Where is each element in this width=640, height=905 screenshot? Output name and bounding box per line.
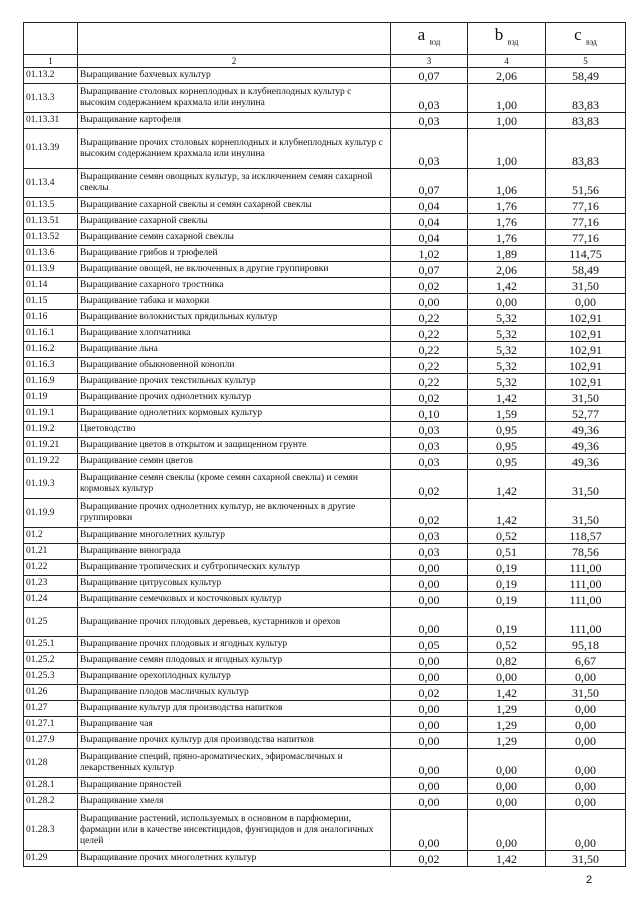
row-c-value: 77,16 [546,214,626,230]
row-b-value: 1,42 [468,851,546,867]
row-b-value: 0,00 [468,294,546,310]
table-row [24,560,626,576]
row-a-value: 0,00 [391,592,468,608]
row-code: 01.28.2 [24,794,78,810]
row-a-value: 0,07 [391,68,468,84]
row-b-value: 0,95 [468,454,546,470]
row-b-value: 5,32 [468,342,546,358]
row-name: Выращивание плодов масличных культур [78,685,391,701]
table-row [24,113,626,129]
row-c-value: 83,83 [546,84,626,113]
row-b-value: 1,00 [468,113,546,129]
table-row [24,576,626,592]
row-c-value: 51,56 [546,169,626,198]
row-a-value: 0,03 [391,454,468,470]
table-row [24,810,626,851]
table-row [24,169,626,198]
row-code: 01.15 [24,294,78,310]
row-name: Выращивание прочих многолетних культур [78,851,391,867]
row-b-value: 2,06 [468,262,546,278]
row-a-value: 0,00 [391,608,468,637]
row-b-value: 0,19 [468,592,546,608]
row-name: Выращивание картофеля [78,113,391,129]
table-row [24,544,626,560]
row-c-value: 95,18 [546,637,626,653]
row-a-value: 0,00 [391,294,468,310]
row-c-value: 83,83 [546,113,626,129]
row-a-value: 0,00 [391,701,468,717]
row-code: 01.19.9 [24,499,78,528]
page-number: 2 [586,874,593,886]
row-code: 01.19.1 [24,406,78,422]
row-code: 01.19 [24,390,78,406]
row-a-value: 0,03 [391,422,468,438]
row-code: 01.23 [24,576,78,592]
row-name: Выращивание чая [78,717,391,733]
row-a-value: 0,04 [391,214,468,230]
table-row [24,278,626,294]
row-c-value: 31,50 [546,470,626,499]
row-code: 01.13.4 [24,169,78,198]
row-a-value: 0,00 [391,576,468,592]
row-b-value: 0,00 [468,749,546,778]
row-code: 01.13.9 [24,262,78,278]
table-row [24,68,626,84]
table-row [24,246,626,262]
row-c-value: 77,16 [546,198,626,214]
row-c-value: 111,00 [546,608,626,637]
row-code: 01.26 [24,685,78,701]
row-name: Выращивание овощей, не включенных в другие группировки [78,262,391,278]
row-name: Выращивание обыкновенной конопли [78,358,391,374]
row-a-value: 0,00 [391,794,468,810]
header-code [24,23,78,55]
row-name: Выращивание винограда [78,544,391,560]
row-code: 01.27.9 [24,733,78,749]
row-a-value: 0,00 [391,733,468,749]
row-name: Выращивание цветов в открытом и защищенном грунте [78,438,391,454]
row-code: 01.24 [24,592,78,608]
row-code: 01.27 [24,701,78,717]
table-row [24,701,626,717]
row-c-value: 49,36 [546,438,626,454]
table-row [24,129,626,169]
row-name: Выращивание семечковых и косточковых культур [78,592,391,608]
row-c-value: 0,00 [546,749,626,778]
row-a-value: 0,03 [391,129,468,169]
row-b-value: 0,00 [468,778,546,794]
row-a-value: 0,04 [391,230,468,246]
row-name: Выращивание прочих однолетних культур, не включенных в другие группировки [78,499,391,528]
table-row [24,358,626,374]
table-row [24,406,626,422]
row-b-value: 1,76 [468,198,546,214]
row-name: Выращивание орехоплодных культур [78,669,391,685]
row-b-value: 0,52 [468,637,546,653]
row-name: Выращивание хмеля [78,794,391,810]
row-name: Выращивание льна [78,342,391,358]
row-b-value: 5,32 [468,358,546,374]
row-code: 01.19.3 [24,470,78,499]
row-a-value: 0,22 [391,326,468,342]
row-c-value: 31,50 [546,685,626,701]
header-c [546,23,626,55]
row-name: Выращивание специй, пряно-ароматических, эфиромасличных и лекарственных культур [78,749,391,778]
row-code: 01.25.2 [24,653,78,669]
row-c-value: 102,91 [546,374,626,390]
row-name: Выращивание семян овощных культур, за исключением семян сахарной свеклы [78,169,391,198]
row-name: Выращивание сахарного тростника [78,278,391,294]
row-c-value: 118,57 [546,528,626,544]
row-name: Выращивание семян свеклы (кроме семян сахарной свеклы) и семян кормовых культур [78,470,391,499]
header-a-sub: вэд [429,37,441,47]
row-code: 01.13.39 [24,129,78,169]
table-row [24,262,626,278]
row-c-value: 0,00 [546,717,626,733]
row-a-value: 0,03 [391,113,468,129]
row-code: 01.22 [24,560,78,576]
row-a-value: 0,02 [391,685,468,701]
table-row [24,422,626,438]
row-name: Выращивание столовых корнеплодных и клубнеплодных культур с высоким содержанием крахмала или инулина [78,84,391,113]
row-a-value: 0,03 [391,438,468,454]
row-c-value: 0,00 [546,794,626,810]
row-c-value: 49,36 [546,454,626,470]
table-row [24,608,626,637]
col-number: 1 [24,55,78,68]
table-row [24,592,626,608]
table-row [24,214,626,230]
row-a-value: 0,00 [391,717,468,733]
row-b-value: 1,29 [468,733,546,749]
row-a-value: 0,22 [391,342,468,358]
row-code: 01.19.2 [24,422,78,438]
row-name: Выращивание прочих столовых корнеплодных и клубнеплодных культур с высоким содержанием крахмала или инулина [78,129,391,169]
row-c-value: 102,91 [546,358,626,374]
row-b-value: 1,00 [468,129,546,169]
row-a-value: 0,02 [391,278,468,294]
row-c-value: 78,56 [546,544,626,560]
row-c-value: 31,50 [546,499,626,528]
row-b-value: 1,29 [468,717,546,733]
row-c-value: 49,36 [546,422,626,438]
row-a-value: 0,07 [391,169,468,198]
row-b-value: 1,29 [468,701,546,717]
row-code: 01.28 [24,749,78,778]
row-code: 01.16.1 [24,326,78,342]
row-a-value: 0,00 [391,669,468,685]
row-name: Выращивание бахчевых культур [78,68,391,84]
row-b-value: 0,00 [468,669,546,685]
row-b-value: 5,32 [468,326,546,342]
row-b-value: 2,06 [468,68,546,84]
row-code: 01.14 [24,278,78,294]
row-name: Выращивание хлопчатника [78,326,391,342]
row-b-value: 1,59 [468,406,546,422]
header-b [468,23,546,55]
row-b-value: 5,32 [468,310,546,326]
row-a-value: 0,03 [391,544,468,560]
table-row [24,84,626,113]
row-a-value: 0,00 [391,810,468,851]
row-name: Выращивание культур для производства напитков [78,701,391,717]
row-name: Выращивание семян цветов [78,454,391,470]
row-a-value: 0,05 [391,637,468,653]
table-row [24,749,626,778]
row-c-value: 111,00 [546,576,626,592]
row-name: Выращивание тропических и субтропических культур [78,560,391,576]
row-code: 01.13.52 [24,230,78,246]
row-c-value: 58,49 [546,262,626,278]
table-row [24,778,626,794]
row-name: Выращивание семян плодовых и ягодных культур [78,653,391,669]
row-name: Выращивание грибов и трюфелей [78,246,391,262]
col-number: 3 [391,55,468,68]
row-code: 01.28.1 [24,778,78,794]
row-a-value: 0,00 [391,560,468,576]
row-b-value: 1,42 [468,278,546,294]
header-c-sub: вэд [585,37,597,47]
row-c-value: 0,00 [546,669,626,685]
row-name: Выращивание прочих текстильных культур [78,374,391,390]
row-code: 01.16.2 [24,342,78,358]
row-c-value: 52,77 [546,406,626,422]
row-c-value: 6,67 [546,653,626,669]
row-a-value: 0,02 [391,470,468,499]
row-b-value: 1,89 [468,246,546,262]
row-a-value: 0,22 [391,358,468,374]
row-b-value: 0,00 [468,794,546,810]
row-c-value: 102,91 [546,326,626,342]
row-code: 01.19.22 [24,454,78,470]
row-name: Выращивание прочих плодовых и ягодных культур [78,637,391,653]
header-b-sub: вэд [507,37,519,47]
row-a-value: 0,02 [391,851,468,867]
row-code: 01.13.51 [24,214,78,230]
row-name: Выращивание цитрусовых культур [78,576,391,592]
row-name: Выращивание многолетних культур [78,528,391,544]
row-name: Цветоводство [78,422,391,438]
row-c-value: 0,00 [546,701,626,717]
row-c-value: 31,50 [546,278,626,294]
row-a-value: 0,22 [391,374,468,390]
row-b-value: 0,95 [468,438,546,454]
table-row [24,198,626,214]
row-a-value: 0,10 [391,406,468,422]
row-a-value: 0,03 [391,528,468,544]
row-a-value: 0,07 [391,262,468,278]
row-a-value: 0,00 [391,653,468,669]
table-row [24,310,626,326]
row-a-value: 1,02 [391,246,468,262]
row-b-value: 0,19 [468,560,546,576]
header-row [24,23,626,55]
row-a-value: 0,02 [391,499,468,528]
row-name: Выращивание прочих культур для производства напитков [78,733,391,749]
row-a-value: 0,04 [391,198,468,214]
row-b-value: 1,76 [468,230,546,246]
row-a-value: 0,00 [391,749,468,778]
row-b-value: 0,52 [468,528,546,544]
table-row [24,374,626,390]
table-row [24,637,626,653]
row-a-value: 0,02 [391,390,468,406]
row-c-value: 0,00 [546,810,626,851]
table-row [24,326,626,342]
table-row [24,499,626,528]
header-name [78,23,391,55]
table-row [24,390,626,406]
row-b-value: 1,06 [468,169,546,198]
row-b-value: 0,19 [468,576,546,592]
row-c-value: 102,91 [546,342,626,358]
table-row [24,653,626,669]
header-a [391,23,468,55]
row-code: 01.25.1 [24,637,78,653]
table-row [24,230,626,246]
row-code: 01.16 [24,310,78,326]
row-code: 01.28.3 [24,810,78,851]
table-row [24,794,626,810]
row-b-value: 1,42 [468,470,546,499]
row-code: 01.13.6 [24,246,78,262]
table-row [24,851,626,867]
table-row [24,438,626,454]
row-code: 01.29 [24,851,78,867]
row-c-value: 102,91 [546,310,626,326]
row-b-value: 0,19 [468,608,546,637]
row-b-value: 5,32 [468,374,546,390]
row-code: 01.25 [24,608,78,637]
row-code: 01.13.2 [24,68,78,84]
row-b-value: 0,82 [468,653,546,669]
table-row [24,342,626,358]
row-code: 01.2 [24,528,78,544]
table-row [24,685,626,701]
row-code: 01.16.3 [24,358,78,374]
table-row [24,733,626,749]
header-c-label: c [574,25,582,45]
table-row [24,454,626,470]
row-name: Выращивание прочих однолетних культур [78,390,391,406]
row-code: 01.13.5 [24,198,78,214]
row-b-value: 1,00 [468,84,546,113]
row-name: Выращивание растений, используемых в основном в парфюмерии, фармации или в качестве инсектицидов, фунгицидов и для аналогичных целей [78,810,391,851]
row-b-value: 0,51 [468,544,546,560]
row-name: Выращивание сахарной свеклы [78,214,391,230]
table-row [24,470,626,499]
row-name: Выращивание волокнистых прядильных культур [78,310,391,326]
row-c-value: 0,00 [546,294,626,310]
row-a-value: 0,22 [391,310,468,326]
row-c-value: 111,00 [546,592,626,608]
row-b-value: 1,42 [468,390,546,406]
row-a-value: 0,03 [391,84,468,113]
row-b-value: 1,42 [468,685,546,701]
row-name: Выращивание пряностей [78,778,391,794]
row-b-value: 0,00 [468,810,546,851]
row-a-value: 0,00 [391,778,468,794]
table-row [24,717,626,733]
row-code: 01.16.9 [24,374,78,390]
row-b-value: 0,95 [468,422,546,438]
row-c-value: 31,50 [546,851,626,867]
row-b-value: 1,76 [468,214,546,230]
table-row [24,294,626,310]
coefficients-table [23,22,626,867]
table-row [24,528,626,544]
row-name: Выращивание семян сахарной свеклы [78,230,391,246]
row-c-value: 114,75 [546,246,626,262]
row-name: Выращивание однолетних кормовых культур [78,406,391,422]
column-number-row [24,55,626,68]
col-number: 2 [78,55,391,68]
row-c-value: 77,16 [546,230,626,246]
row-c-value: 111,00 [546,560,626,576]
row-c-value: 58,49 [546,68,626,84]
table-row [24,669,626,685]
row-code: 01.13.3 [24,84,78,113]
row-code: 01.27.1 [24,717,78,733]
row-b-value: 1,42 [468,499,546,528]
header-b-label: b [494,25,504,45]
row-c-value: 0,00 [546,733,626,749]
row-code: 01.21 [24,544,78,560]
row-name: Выращивание прочих плодовых деревьев, кустарников и орехов [78,608,391,637]
row-code: 01.25.3 [24,669,78,685]
row-name: Выращивание сахарной свеклы и семян сахарной свеклы [78,198,391,214]
row-c-value: 31,50 [546,390,626,406]
row-name: Выращивание табака и махорки [78,294,391,310]
row-c-value: 0,00 [546,778,626,794]
col-number: 4 [468,55,546,68]
col-number: 5 [546,55,626,68]
row-code: 01.13.31 [24,113,78,129]
header-a-label: a [417,25,426,45]
row-c-value: 83,83 [546,129,626,169]
row-code: 01.19.21 [24,438,78,454]
